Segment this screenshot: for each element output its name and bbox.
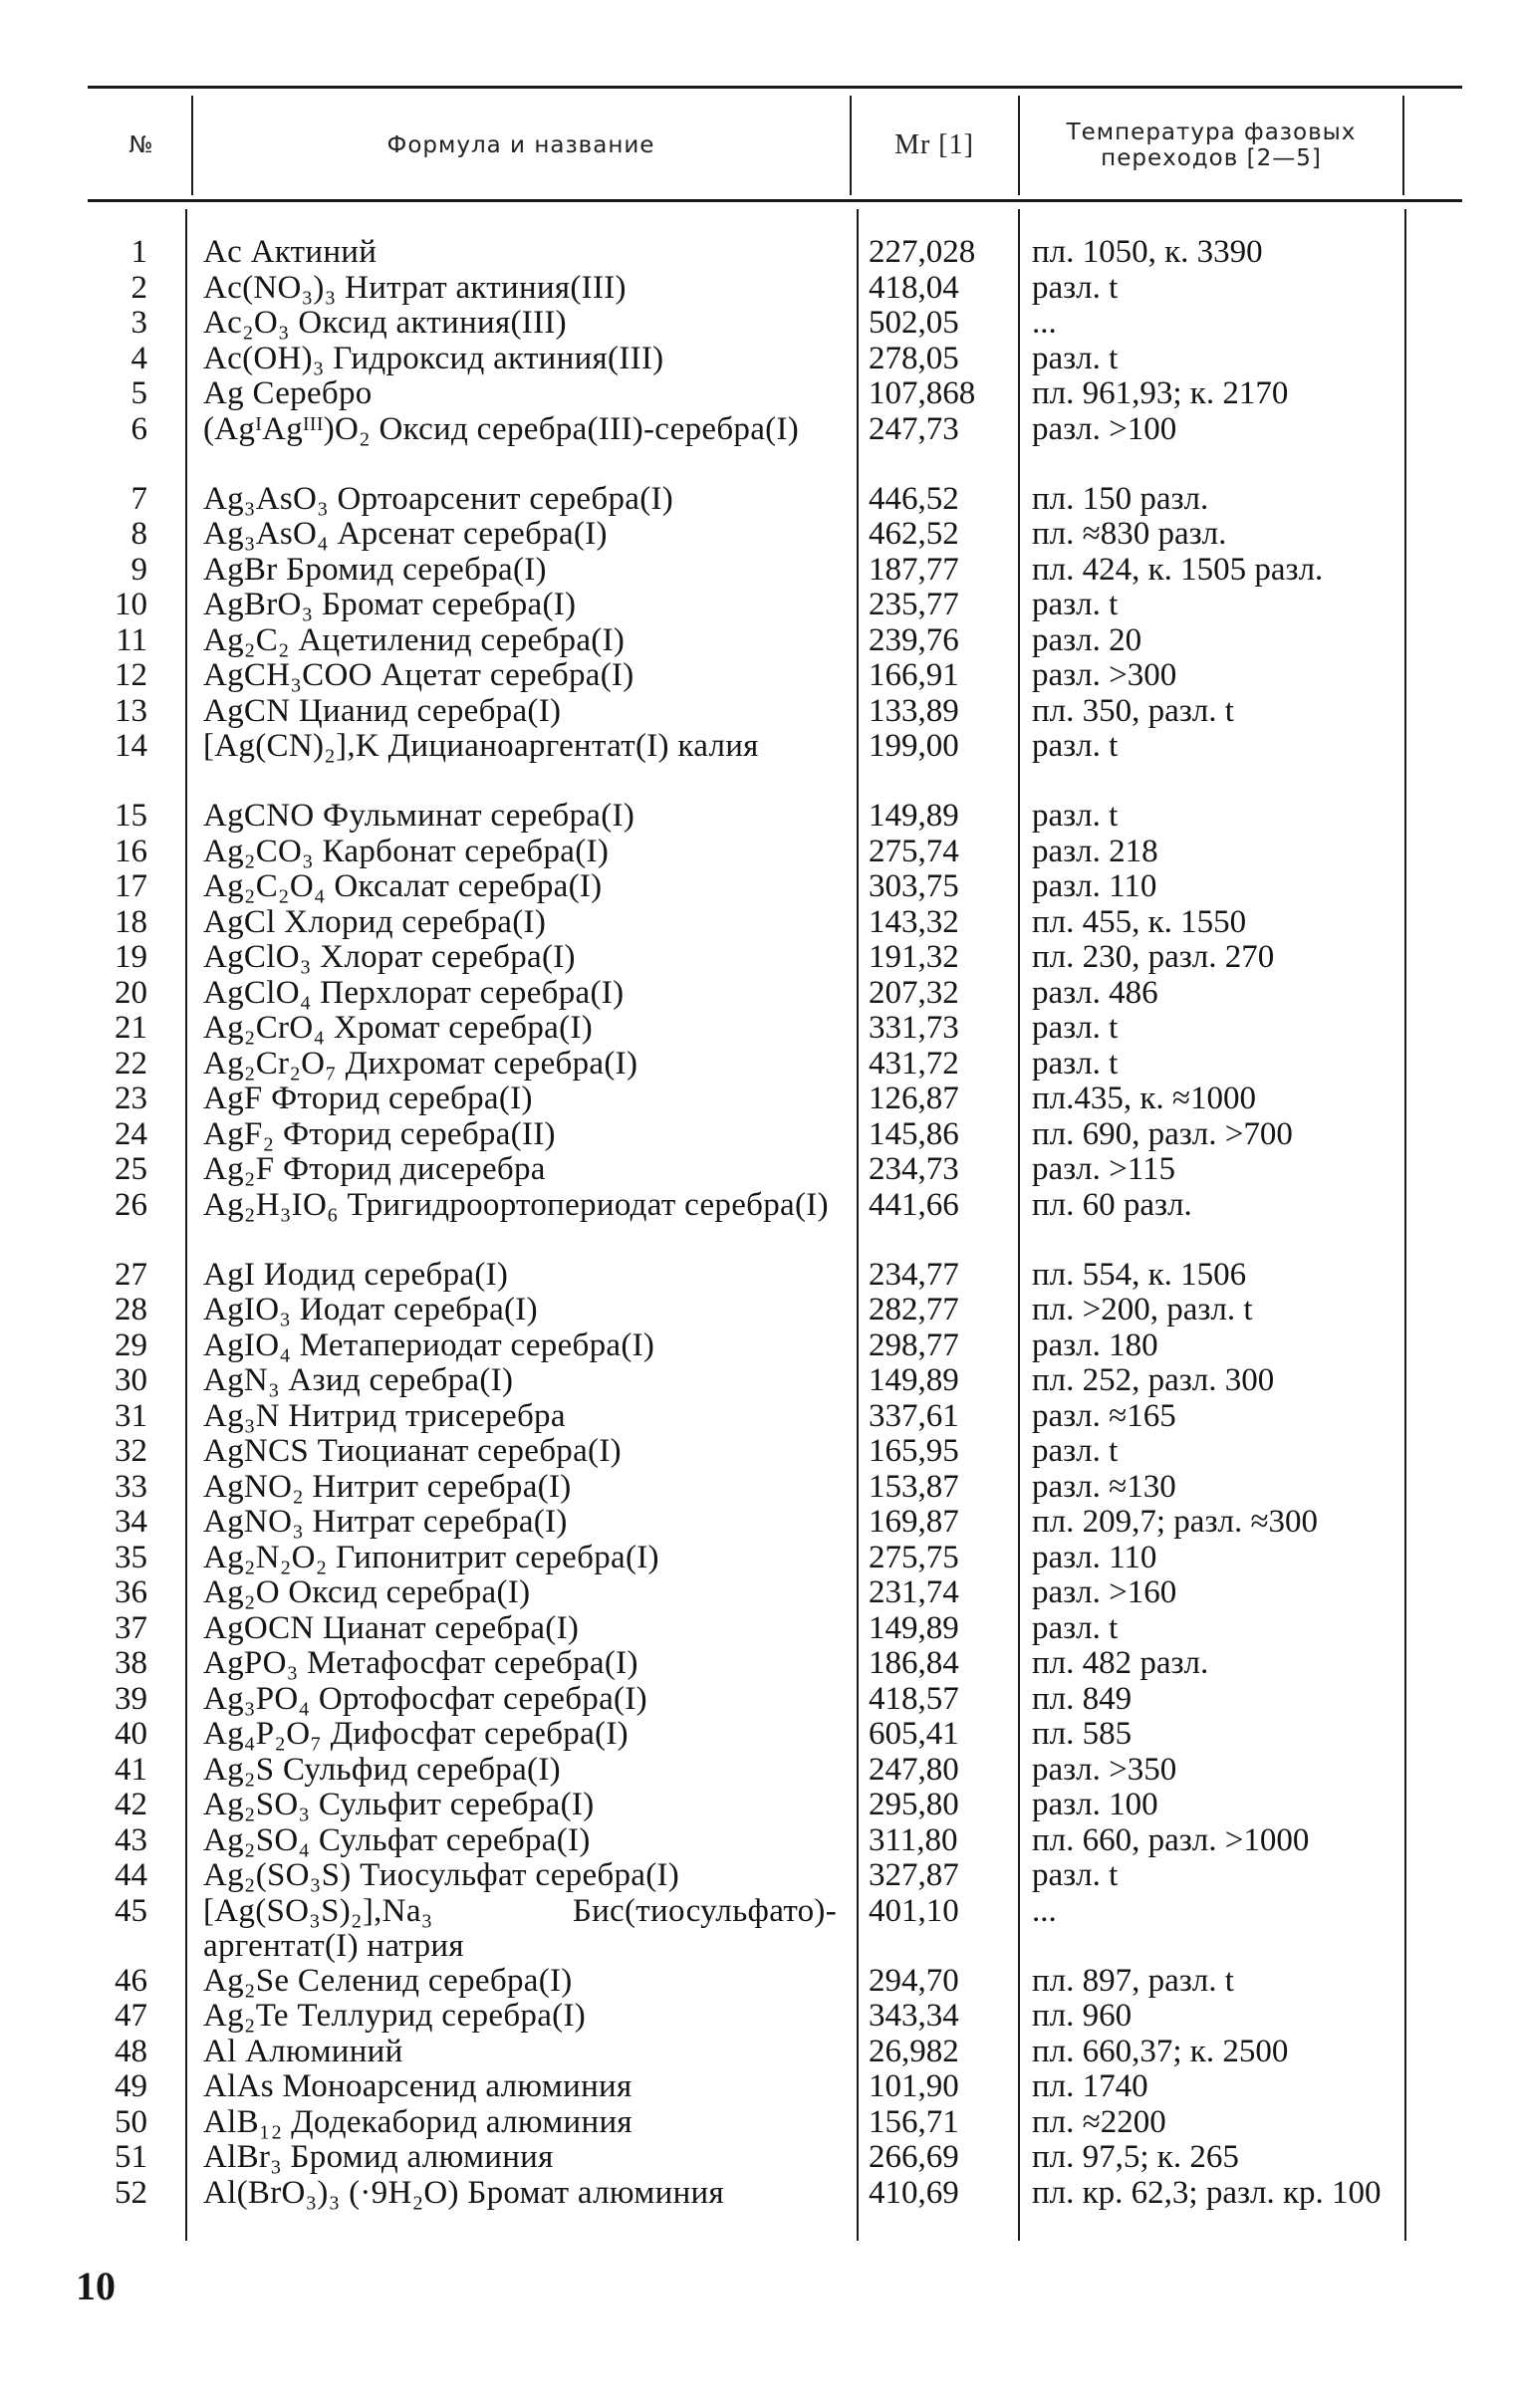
row-molar-mass: 234,73 bbox=[869, 1151, 959, 1187]
row-number: 7 bbox=[130, 480, 147, 517]
table-row bbox=[0, 694, 1516, 730]
row-phase-transition: разл. >160 bbox=[1032, 1574, 1177, 1610]
row-formula-name: Ag Серебро bbox=[203, 375, 373, 411]
row-formula-name: AgCN Цианид серебра(I) bbox=[203, 692, 562, 729]
table-row bbox=[0, 1823, 1516, 1859]
row-number: 23 bbox=[115, 1081, 147, 1116]
row-phase-transition: разл. ≈130 bbox=[1032, 1468, 1176, 1505]
row-number: 15 bbox=[115, 798, 147, 834]
row-phase-transition: разл. ≈165 bbox=[1032, 1397, 1176, 1434]
row-formula-name: Al Алюминий bbox=[203, 2033, 403, 2069]
row-number: 24 bbox=[115, 1115, 147, 1152]
row-formula-name: AgNO₂ Нитрит серебра(I) bbox=[203, 1468, 572, 1505]
table-row bbox=[0, 799, 1516, 835]
row-phase-transition: разл. >115 bbox=[1032, 1151, 1176, 1187]
row-phase-transition: пл. 897, разл. t bbox=[1032, 1962, 1234, 1999]
row-number: 35 bbox=[115, 1539, 147, 1575]
row-number: 11 bbox=[116, 621, 147, 658]
table-row bbox=[0, 1717, 1516, 1753]
row-molar-mass: 149,89 bbox=[869, 1362, 959, 1398]
row-formula-name: Ag₂SO₄ Сульфат серебра(I) bbox=[203, 1821, 591, 1858]
row-formula-name: Ag₂N₂O₂ Гипонитрит серебра(I) bbox=[203, 1539, 659, 1575]
row-number: 39 bbox=[115, 1680, 147, 1717]
row-formula-name: AgCl Хлорид серебра(I) bbox=[203, 903, 547, 940]
row-formula-name: AgNCS Тиоцианат серебра(I) bbox=[203, 1433, 622, 1469]
row-phase-transition: пл. 97,5; к. 265 bbox=[1032, 2139, 1239, 2175]
header-molar-mass: Mr [1] bbox=[894, 129, 974, 160]
row-phase-transition: пл. ≈830 разл. bbox=[1032, 516, 1227, 552]
row-number: 31 bbox=[115, 1397, 147, 1434]
row-phase-transition: пл. 482 разл. bbox=[1032, 1645, 1209, 1681]
table-row bbox=[0, 869, 1516, 905]
row-formula-name: Ac(OH)₃ Гидроксид актиния(III) bbox=[203, 340, 664, 376]
row-number: 44 bbox=[115, 1857, 147, 1893]
table-row bbox=[0, 1363, 1516, 1399]
row-phase-transition: пл. ≈2200 bbox=[1032, 2103, 1166, 2140]
table-row bbox=[0, 517, 1516, 553]
row-formula-name: AgCH₃COO Ацетат серебра(I) bbox=[203, 657, 634, 693]
row-formula-name: AgOCN Цианат серебра(I) bbox=[203, 1609, 580, 1646]
row-formula-name: Ag₂C₂O₄ Оксалат серебра(I) bbox=[203, 868, 603, 904]
row-formula-name: AgIO₄ Метапериодат серебра(I) bbox=[203, 1326, 655, 1363]
row-formula-name: Ac(NO₃)₃ Нитрат актиния(III) bbox=[203, 269, 627, 306]
row-molar-mass: 502,05 bbox=[869, 305, 959, 341]
row-molar-mass: 199,00 bbox=[869, 728, 959, 764]
row-number: 38 bbox=[115, 1645, 147, 1681]
row-molar-mass: 207,32 bbox=[869, 974, 959, 1011]
row-phase-transition: пл. 690, разл. >700 bbox=[1032, 1115, 1293, 1152]
row-molar-mass: 145,86 bbox=[869, 1115, 959, 1152]
row-phase-transition: разл. 110 bbox=[1032, 1539, 1157, 1575]
row-molar-mass: 227,028 bbox=[869, 234, 976, 270]
row-molar-mass: 327,87 bbox=[869, 1857, 959, 1893]
row-number: 26 bbox=[115, 1186, 147, 1223]
row-phase-transition: пл. 150 разл. bbox=[1032, 480, 1209, 517]
row-number: 34 bbox=[115, 1504, 147, 1540]
row-phase-transition: разл. >100 bbox=[1032, 410, 1177, 447]
row-phase-transition: пл. 660, разл. >1000 bbox=[1032, 1821, 1310, 1858]
row-phase-transition: пл. 455, к. 1550 bbox=[1032, 903, 1247, 940]
row-molar-mass: 101,90 bbox=[869, 2068, 959, 2104]
row-phase-transition: пл. 849 bbox=[1032, 1680, 1133, 1717]
row-number: 32 bbox=[115, 1433, 147, 1469]
row-number: 2 bbox=[130, 269, 147, 306]
table-row bbox=[0, 2035, 1516, 2070]
row-molar-mass: 295,80 bbox=[869, 1787, 959, 1822]
row-formula-name: Ag₂F Фторид дисеребра bbox=[203, 1151, 546, 1187]
table-row bbox=[0, 1505, 1516, 1541]
table-row bbox=[0, 1964, 1516, 2000]
row-molar-mass: 166,91 bbox=[869, 657, 959, 693]
row-molar-mass: 337,61 bbox=[869, 1397, 959, 1434]
row-formula-name: AgClO₃ Хлорат серебра(I) bbox=[203, 939, 576, 975]
row-number: 43 bbox=[115, 1821, 147, 1858]
row-phase-transition: разл. t bbox=[1032, 269, 1119, 306]
row-molar-mass: 418,57 bbox=[869, 1680, 959, 1717]
table-row bbox=[0, 1999, 1516, 2035]
row-formula-name: AgPO₃ Метафосфат серебра(I) bbox=[203, 1645, 638, 1681]
table-row bbox=[0, 235, 1516, 271]
row-formula-name: Ag₂Cr₂O₇ Дихромат серебра(I) bbox=[203, 1045, 638, 1082]
row-number: 33 bbox=[115, 1468, 147, 1505]
row-formula-name: [Ag(SO₃S)₂],Na₃ Бис(тиосульфато)-аргентат(I) натрия bbox=[203, 1892, 837, 1964]
row-formula-name: AgF Фторид серебра(I) bbox=[203, 1081, 533, 1116]
row-phase-transition: пл. 961,93; к. 2170 bbox=[1032, 375, 1289, 411]
row-molar-mass: 401,10 bbox=[869, 1892, 959, 1929]
row-formula-name: Ag₂H₃IO₆ Тригидроортопериодат серебра(I) bbox=[203, 1186, 829, 1223]
row-molar-mass: 247,80 bbox=[869, 1751, 959, 1788]
row-molar-mass: 410,69 bbox=[869, 2174, 959, 2211]
table-row bbox=[0, 1082, 1516, 1117]
table-row bbox=[0, 2140, 1516, 2176]
row-phase-transition: пл. кр. 62,3; разл. кр. 100 bbox=[1032, 2174, 1382, 2211]
row-number: 12 bbox=[115, 657, 147, 693]
row-formula-name: AgNO₃ Нитрат серебра(I) bbox=[203, 1504, 568, 1540]
row-molar-mass: 247,73 bbox=[869, 410, 959, 447]
table-row bbox=[0, 1894, 1516, 1964]
row-molar-mass: 165,95 bbox=[869, 1433, 959, 1469]
row-molar-mass: 343,34 bbox=[869, 1998, 959, 2034]
row-molar-mass: 311,80 bbox=[869, 1821, 958, 1858]
header-divider bbox=[1402, 96, 1404, 195]
row-formula-name: Ac Актиний bbox=[203, 234, 378, 270]
row-number: 46 bbox=[115, 1962, 147, 1999]
row-molar-mass: 294,70 bbox=[869, 1962, 959, 1999]
row-number: 27 bbox=[115, 1256, 147, 1293]
row-number: 3 bbox=[130, 305, 147, 341]
table-row bbox=[0, 553, 1516, 589]
row-formula-name: AlB₁₂ Додекаборид алюминия bbox=[203, 2103, 632, 2140]
header-divider bbox=[850, 96, 852, 195]
row-molar-mass: 331,73 bbox=[869, 1010, 959, 1046]
row-number: 9 bbox=[130, 551, 147, 588]
table-row bbox=[0, 1328, 1516, 1364]
table-row bbox=[0, 1575, 1516, 1611]
row-number: 1 bbox=[130, 234, 147, 270]
row-formula-name: Ag₃PO₄ Ортофосфат серебра(I) bbox=[203, 1680, 647, 1717]
row-molar-mass: 231,74 bbox=[869, 1574, 959, 1610]
row-phase-transition: разл. >300 bbox=[1032, 657, 1177, 693]
table-row bbox=[0, 1858, 1516, 1894]
row-molar-mass: 298,77 bbox=[869, 1326, 959, 1363]
row-phase-transition: разл. 486 bbox=[1032, 974, 1158, 1011]
table-row bbox=[0, 1258, 1516, 1294]
row-formula-name: (AgᴵAgᴵᴵᴵ)O₂ Оксид серебра(III)-серебра(I) bbox=[203, 410, 800, 447]
row-phase-transition: разл. t bbox=[1032, 340, 1119, 376]
row-number: 37 bbox=[115, 1609, 147, 1646]
row-number: 42 bbox=[115, 1787, 147, 1822]
table-row bbox=[0, 306, 1516, 342]
row-molar-mass: 107,868 bbox=[869, 375, 976, 411]
row-phase-transition: пл. 554, к. 1506 bbox=[1032, 1256, 1247, 1293]
table-row bbox=[0, 1047, 1516, 1083]
row-phase-transition: ... bbox=[1032, 305, 1057, 341]
row-number: 50 bbox=[115, 2103, 147, 2140]
table-row bbox=[0, 271, 1516, 307]
header-divider bbox=[1018, 96, 1020, 195]
row-molar-mass: 187,77 bbox=[869, 551, 959, 588]
row-phase-transition: пл. 660,37; к. 2500 bbox=[1032, 2033, 1289, 2069]
row-phase-transition: пл. 1740 bbox=[1032, 2068, 1148, 2104]
row-molar-mass: 149,89 bbox=[869, 798, 959, 834]
header-phase-transitions: Температура фазовых переходов [2—5] bbox=[1066, 120, 1357, 171]
header-number: № bbox=[128, 132, 154, 158]
row-molar-mass: 153,87 bbox=[869, 1468, 959, 1505]
table-row bbox=[0, 729, 1516, 799]
table-row bbox=[0, 835, 1516, 870]
row-number: 6 bbox=[130, 410, 147, 447]
row-number: 13 bbox=[115, 692, 147, 729]
table-row bbox=[0, 623, 1516, 659]
row-formula-name: AgN₃ Азид серебра(I) bbox=[203, 1362, 514, 1398]
row-molar-mass: 143,32 bbox=[869, 903, 959, 940]
row-number: 51 bbox=[115, 2139, 147, 2175]
table-row bbox=[0, 1011, 1516, 1047]
row-formula-name: AgI Иодид серебра(I) bbox=[203, 1256, 509, 1293]
table-row bbox=[0, 588, 1516, 623]
row-formula-name: AgBr Бромид серебра(I) bbox=[203, 551, 547, 588]
row-number: 29 bbox=[115, 1326, 147, 1363]
row-number: 8 bbox=[130, 516, 147, 552]
row-phase-transition: разл. t bbox=[1032, 1857, 1119, 1893]
row-phase-transition: разл. t bbox=[1032, 798, 1119, 834]
row-number: 10 bbox=[115, 587, 147, 622]
row-molar-mass: 275,75 bbox=[869, 1539, 959, 1575]
row-molar-mass: 26,982 bbox=[869, 2033, 959, 2069]
row-molar-mass: 149,89 bbox=[869, 1609, 959, 1646]
row-molar-mass: 282,77 bbox=[869, 1292, 959, 1327]
row-number: 18 bbox=[115, 903, 147, 940]
table-row bbox=[0, 2105, 1516, 2141]
row-molar-mass: 126,87 bbox=[869, 1081, 959, 1116]
row-phase-transition: пл. 60 разл. bbox=[1032, 1186, 1192, 1223]
table-row bbox=[0, 412, 1516, 482]
table-row bbox=[0, 658, 1516, 694]
row-phase-transition: пл. 209,7; разл. ≈300 bbox=[1032, 1504, 1319, 1540]
row-number: 52 bbox=[115, 2174, 147, 2211]
row-molar-mass: 446,52 bbox=[869, 480, 959, 517]
row-phase-transition: разл. t bbox=[1032, 1010, 1119, 1046]
table-row bbox=[0, 1152, 1516, 1188]
row-number: 36 bbox=[115, 1574, 147, 1610]
row-number: 20 bbox=[115, 974, 147, 1011]
row-number: 16 bbox=[115, 833, 147, 869]
row-molar-mass: 133,89 bbox=[869, 692, 959, 729]
row-phase-transition: пл. 585 bbox=[1032, 1716, 1133, 1752]
table-body bbox=[0, 235, 1516, 2246]
header-divider bbox=[191, 96, 193, 195]
row-molar-mass: 441,66 bbox=[869, 1186, 959, 1223]
row-number: 40 bbox=[115, 1716, 147, 1752]
row-number: 28 bbox=[115, 1292, 147, 1327]
row-phase-transition: разл. t bbox=[1032, 1609, 1119, 1646]
row-molar-mass: 234,77 bbox=[869, 1256, 959, 1293]
row-molar-mass: 605,41 bbox=[869, 1716, 959, 1752]
table-row bbox=[0, 1117, 1516, 1153]
row-formula-name: Ag₂O Оксид серебра(I) bbox=[203, 1574, 531, 1610]
table-row bbox=[0, 2176, 1516, 2246]
row-phase-transition: пл.435, к. ≈1000 bbox=[1032, 1081, 1257, 1116]
row-number: 19 bbox=[115, 939, 147, 975]
row-molar-mass: 278,05 bbox=[869, 340, 959, 376]
row-number: 25 bbox=[115, 1151, 147, 1187]
row-phase-transition: пл. 350, разл. t bbox=[1032, 692, 1234, 729]
row-formula-name: AlAs Моноарсенид алюминия bbox=[203, 2068, 632, 2104]
row-molar-mass: 462,52 bbox=[869, 516, 959, 552]
table-row bbox=[0, 1399, 1516, 1435]
row-formula-name: Ag₂SO₃ Сульфит серебра(I) bbox=[203, 1787, 595, 1822]
row-formula-name: Ag₂CO₃ Карбонат серебра(I) bbox=[203, 833, 610, 869]
row-formula-name: Al(BrO₃)₃ (·9H₂O) Бромат алюминия bbox=[203, 2174, 724, 2211]
row-formula-name: AgIO₃ Иодат серебра(I) bbox=[203, 1292, 538, 1327]
row-number: 5 bbox=[130, 375, 147, 411]
row-molar-mass: 303,75 bbox=[869, 868, 959, 904]
row-formula-name: Ac₂O₃ Оксид актиния(III) bbox=[203, 305, 567, 341]
page-number: 10 bbox=[76, 2264, 116, 2308]
row-formula-name: Ag₂CrO₄ Хромат серебра(I) bbox=[203, 1010, 593, 1046]
row-number: 17 bbox=[115, 868, 147, 904]
row-formula-name: Ag₂S Сульфид серебра(I) bbox=[203, 1751, 561, 1788]
table-row bbox=[0, 482, 1516, 518]
table-row bbox=[0, 1611, 1516, 1647]
table-top-rule bbox=[88, 86, 1462, 89]
row-number: 49 bbox=[115, 2068, 147, 2104]
row-phase-transition: пл. 1050, к. 3390 bbox=[1032, 234, 1263, 270]
row-molar-mass: 186,84 bbox=[869, 1645, 959, 1681]
row-number: 4 bbox=[130, 340, 147, 376]
row-phase-transition: пл. 960 bbox=[1032, 1998, 1133, 2034]
row-number: 30 bbox=[115, 1362, 147, 1398]
table-row bbox=[0, 905, 1516, 941]
row-phase-transition: разл. 110 bbox=[1032, 868, 1157, 904]
row-number: 14 bbox=[115, 728, 147, 764]
row-phase-transition: ... bbox=[1032, 1892, 1057, 1929]
row-formula-name: AlBr₃ Бромид алюминия bbox=[203, 2139, 554, 2175]
row-phase-transition: разл. 180 bbox=[1032, 1326, 1158, 1363]
row-formula-name: Ag₂C₂ Ацетиленид серебра(I) bbox=[203, 621, 626, 658]
row-formula-name: Ag₃AsO₃ Ортоарсенит серебра(I) bbox=[203, 480, 674, 517]
row-phase-transition: разл. t bbox=[1032, 1433, 1119, 1469]
row-phase-transition: разл. t bbox=[1032, 1045, 1119, 1082]
row-number: 48 bbox=[115, 2033, 147, 2069]
row-formula-name: Ag₃N Нитрид трисеребра bbox=[203, 1397, 566, 1434]
table-row bbox=[0, 1188, 1516, 1258]
table-row bbox=[0, 2069, 1516, 2105]
row-formula-name: Ag₂Te Теллурид серебра(I) bbox=[203, 1998, 587, 2034]
row-formula-name: AgBrO₃ Бромат серебра(I) bbox=[203, 587, 577, 622]
row-phase-transition: пл. >200, разл. t bbox=[1032, 1292, 1253, 1327]
row-formula-name: [Ag(CN)₂],K Дицианоаргентат(I) калия bbox=[203, 728, 759, 764]
row-molar-mass: 169,87 bbox=[869, 1504, 959, 1540]
table-row bbox=[0, 1470, 1516, 1506]
row-phase-transition: пл. 424, к. 1505 разл. bbox=[1032, 551, 1324, 588]
row-formula-name: Ag₄P₂O₇ Дифосфат серебра(I) bbox=[203, 1716, 629, 1752]
table-row bbox=[0, 1682, 1516, 1718]
row-phase-transition: разл. t bbox=[1032, 728, 1119, 764]
table-row bbox=[0, 940, 1516, 976]
row-formula-name: AgF₂ Фторид серебра(II) bbox=[203, 1115, 556, 1152]
row-molar-mass: 156,71 bbox=[869, 2103, 959, 2140]
row-molar-mass: 191,32 bbox=[869, 939, 959, 975]
row-molar-mass: 431,72 bbox=[869, 1045, 959, 1082]
row-number: 21 bbox=[115, 1010, 147, 1046]
row-formula-name: AgClO₄ Перхлорат серебра(I) bbox=[203, 974, 625, 1011]
row-molar-mass: 275,74 bbox=[869, 833, 959, 869]
table-row bbox=[0, 976, 1516, 1012]
row-formula-name: Ag₃AsO₄ Арсенат серебра(I) bbox=[203, 516, 608, 552]
row-phase-transition: разл. 100 bbox=[1032, 1787, 1158, 1822]
row-molar-mass: 418,04 bbox=[869, 269, 959, 306]
header-bottom-rule bbox=[88, 199, 1462, 202]
row-formula-name: Ag₂(SO₃S) Тиосульфат серебра(I) bbox=[203, 1857, 680, 1893]
row-molar-mass: 235,77 bbox=[869, 587, 959, 622]
table-row bbox=[0, 1788, 1516, 1823]
row-phase-transition: разл. 20 bbox=[1032, 621, 1142, 658]
row-formula-name: Ag₂Se Селенид серебра(I) bbox=[203, 1962, 573, 1999]
table-row bbox=[0, 376, 1516, 412]
table-row bbox=[0, 1434, 1516, 1470]
table-row bbox=[0, 1646, 1516, 1682]
row-phase-transition: разл. t bbox=[1032, 587, 1119, 622]
table-row bbox=[0, 1541, 1516, 1576]
row-number: 45 bbox=[115, 1892, 147, 1929]
row-molar-mass: 239,76 bbox=[869, 621, 959, 658]
row-formula-name: AgCNO Фульминат серебра(I) bbox=[203, 798, 635, 834]
row-phase-transition: пл. 230, разл. 270 bbox=[1032, 939, 1275, 975]
row-phase-transition: разл. >350 bbox=[1032, 1751, 1177, 1788]
row-phase-transition: пл. 252, разл. 300 bbox=[1032, 1362, 1275, 1398]
table-row bbox=[0, 1753, 1516, 1789]
row-number: 22 bbox=[115, 1045, 147, 1082]
header-formula-name: Формула и название bbox=[386, 132, 655, 158]
row-phase-transition: разл. 218 bbox=[1032, 833, 1158, 869]
table-row bbox=[0, 342, 1516, 377]
row-number: 47 bbox=[115, 1998, 147, 2034]
row-molar-mass: 266,69 bbox=[869, 2139, 959, 2175]
table-row bbox=[0, 1293, 1516, 1328]
row-number: 41 bbox=[115, 1751, 147, 1788]
